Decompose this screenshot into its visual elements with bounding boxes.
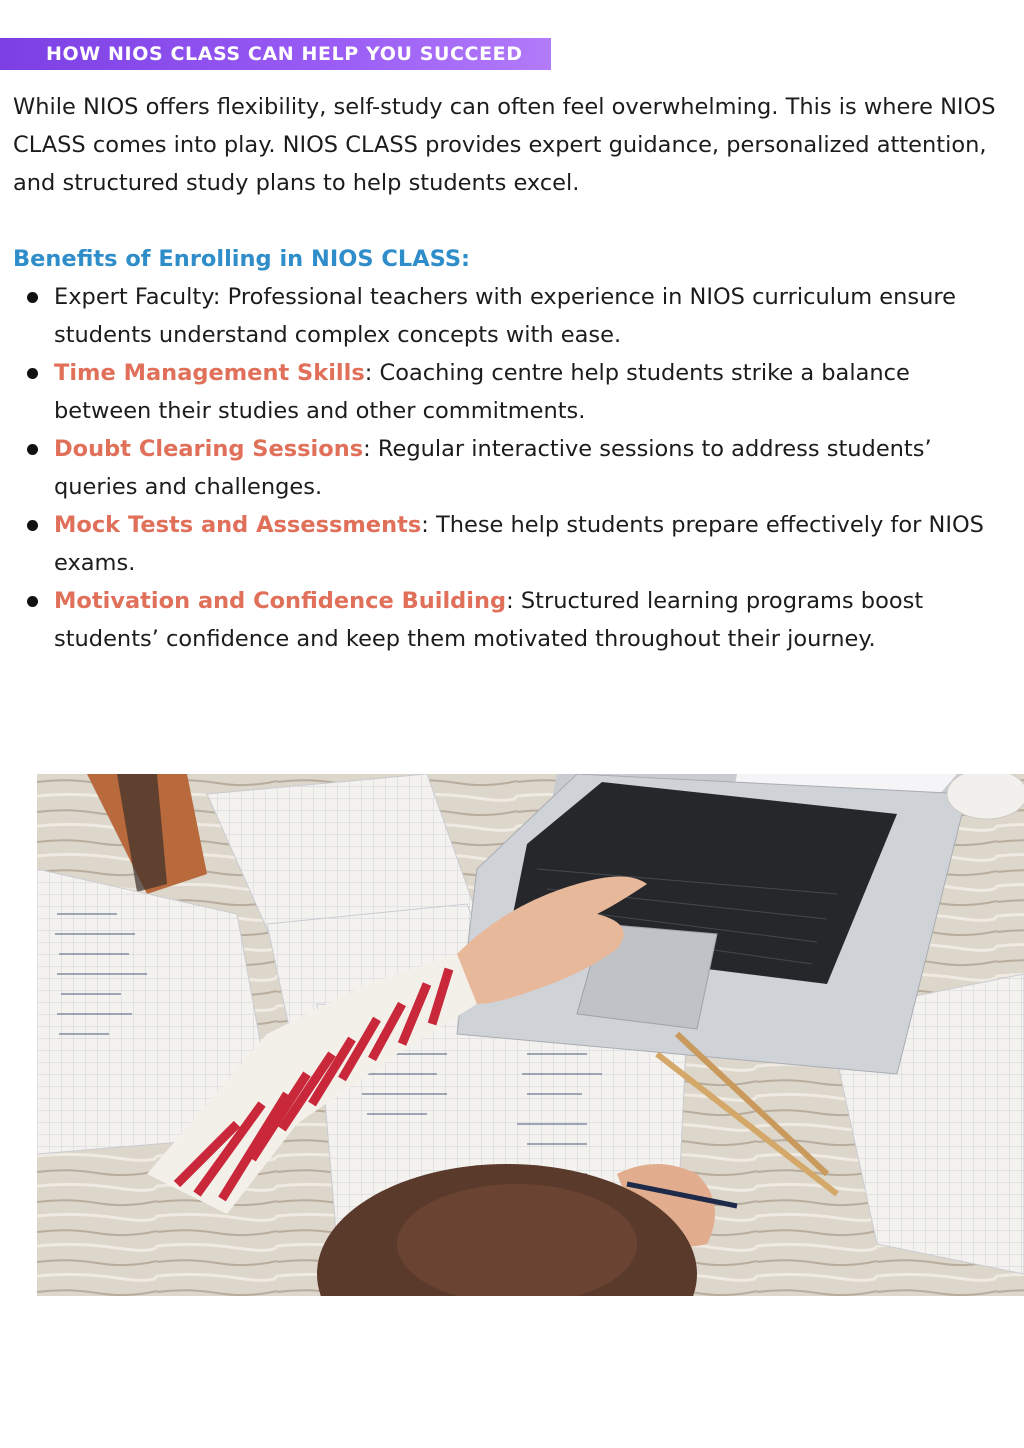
benefit-title: Time Management Skills xyxy=(54,360,365,386)
benefit-item-motivation xyxy=(0,582,1010,658)
benefit-text: : These help students prepare effectively for NIOS exams. xyxy=(54,512,984,576)
benefit-item-expert-faculty xyxy=(0,278,1010,354)
benefit-item-mock-tests xyxy=(0,506,1010,582)
benefit-text: : Regular interactive sessions to address students’ queries and challenges. xyxy=(54,436,932,500)
benefit-title: Doubt Clearing Sessions xyxy=(54,436,364,462)
bullet-icon xyxy=(27,444,38,455)
benefits-list xyxy=(0,278,1010,658)
bullet-icon xyxy=(27,292,38,303)
benefit-text: : Coaching centre help students strike a balance between their studies and other commitments. xyxy=(54,360,910,424)
section-banner xyxy=(0,38,551,70)
student-studying-photo xyxy=(37,774,1024,1296)
benefit-item-time-management xyxy=(0,354,1010,430)
benefit-text: : Structured learning programs boost students’ confidence and keep them motivated throughout their journey. xyxy=(54,588,924,652)
bullet-icon xyxy=(27,596,38,607)
benefit-text: Expert Faculty: Professional teachers with experience in NIOS curriculum ensure students understand complex concepts with ease. xyxy=(54,284,956,348)
intro-paragraph: While NIOS offers flexibility, self-study can often feel overwhelming. This is where NIOS CLASS comes into play. NIOS CLASS provides expert guidance, personalized attention, and structured study plans to help students excel. xyxy=(13,94,996,196)
benefit-title: Motivation and Confidence Building xyxy=(54,588,507,614)
banner-title: HOW NIOS CLASS CAN HELP YOU SUCCEED xyxy=(46,43,523,65)
photo-illustration xyxy=(37,774,1024,1296)
benefit-title: Mock Tests and Assessments xyxy=(54,512,422,538)
benefit-item-doubt-clearing xyxy=(0,430,1010,506)
bullet-icon xyxy=(27,368,38,379)
bullet-icon xyxy=(27,520,38,531)
benefits-heading: Benefits of Enrolling in NIOS CLASS: xyxy=(13,246,471,272)
